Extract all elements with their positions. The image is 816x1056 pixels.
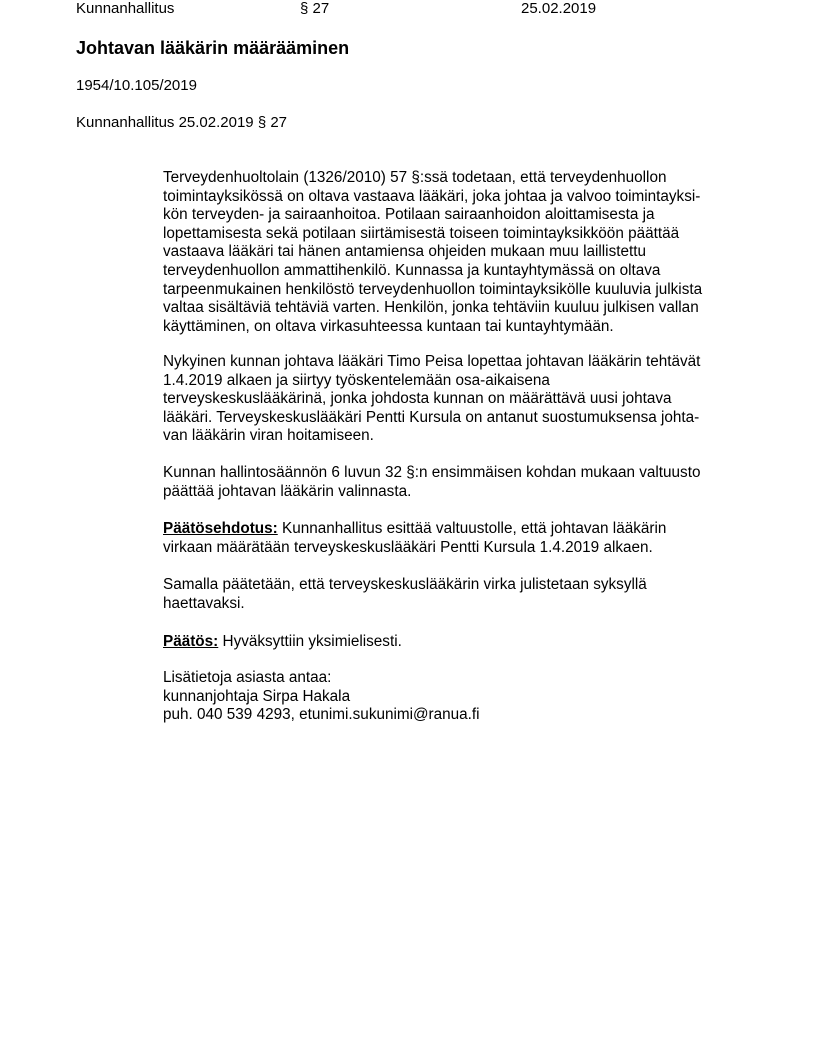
text-line: terveydenhuollon ammattihenkilö. Kunnassa ja kuntayhtymässä on oltava [163,261,661,279]
text-line: lopettamisesta sekä potilaan siirtämisestä toiseen toimintayksikköön päättää [163,224,680,242]
text-line: kön terveyden- ja sairaanhoitoa. Potilaan sairaanhoidon aloittamisesta ja [163,206,655,224]
text-line: puh. 040 539 4293, etunimi.sukunimi@ranua.fi [163,706,480,724]
paragraph-announcement [163,576,647,613]
text-line: van lääkärin viran hoitamiseen. [163,427,374,445]
paragraph-regulation [163,464,700,501]
meeting-reference: Kunnanhallitus 25.02.2019 § 27 [76,114,288,131]
paragraph-decision [163,633,402,652]
text-line: Kunnan hallintosäännön 6 luvun 32 §:n ensimmäisen kohdan mukaan valtuusto [163,464,701,481]
decision-label: Päätös: [163,633,219,650]
text-line: Samalla päätetään, että terveyskeskuslääkärin virka julistetaan syksyllä [163,576,647,593]
text-line: tarpeenmukainen henkilöstö terveydenhuollon toimintayksikölle kuuluvia julkista [163,280,703,298]
paragraph-legal-basis [163,169,702,336]
text-line: Nykyinen kunnan johtava lääkäri Timo Peisa lopettaa johtavan lääkärin tehtävät [163,353,701,370]
text-line [163,633,402,652]
header-body: Kunnanhallitus [76,0,175,17]
text-line: käyttäminen, on oltava virkasuhteessa kuntaan tai kuntayhtymään. [163,317,614,335]
text-line: Terveydenhuoltolain (1326/2010) 57 §:ssä todetaan, että terveydenhuollon [163,169,667,186]
reference-number: 1954/10.105/2019 [76,77,197,94]
page-title: Johtavan lääkärin määrääminen [76,38,350,58]
decision-text: Hyväksyttiin yksimielisesti. [218,633,402,650]
text-line: päättää johtavan lääkärin valinnasta. [163,482,412,500]
text-line: Lisätietoja asiasta antaa: [163,669,332,686]
text-line: haettavaksi. [163,594,245,612]
paragraph-contact [163,669,480,725]
proposal-text: Kunnanhallitus esittää valtuustolle, että johtavan lääkärin [277,520,667,537]
text-line [163,520,666,539]
text-line: toimintayksikössä on oltava vastaava lääkäri, joka johtaa ja valvoo toimintayksi- [163,187,701,205]
proposal-label: Päätösehdotus: [163,520,278,537]
text-line: terveyskeskuslääkärinä, jonka johdosta kunnan on määrättävä uusi johtava [163,390,672,408]
header-section: § 27 [300,0,330,17]
text-line: kunnanjohtaja Sirpa Hakala [163,687,351,705]
paragraph-proposal [163,520,666,557]
text-line: valtaa sisältäviä tehtäviä varten. Henkilön, jonka tehtäviin kuuluu julkisen vallan [163,299,699,317]
text-line: 1.4.2019 alkaen ja siirtyy työskentelemään osa-aikaisena [163,371,550,389]
text-line: virkaan määrätään terveyskeskuslääkäri Pentti Kursula 1.4.2019 alkaen. [163,538,653,556]
header-date: 25.02.2019 [521,0,597,17]
text-line: vastaava lääkäri tai hänen antamiensa ohjeiden mukaan muu laillistettu [163,243,646,261]
paragraph-current-situation [163,353,700,446]
text-line: lääkäri. Terveyskeskuslääkäri Pentti Kursula on antanut suostumuksensa johta- [163,408,700,426]
